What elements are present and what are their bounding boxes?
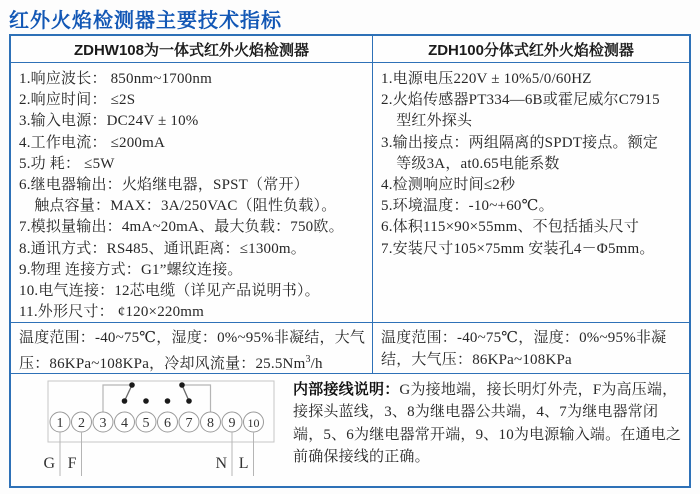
spec-line: 型红外探头	[381, 113, 473, 130]
wiring-note-text: G为接地端，接长明灯外壳，F为高压端，接探头蓝线，3、8为继电器公共端，4、7为继电器常闭端，5、6为继电器常开端，9、10为电源输入端。在通电之前确保接线的正确。	[293, 382, 682, 466]
terminal-diagram	[41, 376, 287, 488]
header-zdhw108: ZDHW108为一体式红外火焰检测器	[11, 36, 373, 62]
spec-line: 5.环境温度：-10~+60℃。	[381, 198, 554, 215]
spec-cell-zdh100	[373, 63, 689, 322]
env-text-left: 温度范围：-40~75℃，湿度：0%~95%非凝结，大气压：86KPa~108KPa，冷却风流量：25.5Nm$^3$/h	[19, 330, 366, 372]
spec-line: 6.体积115×90×55mm、不包括插头尺寸	[381, 219, 640, 236]
svg-text:10: 10	[247, 416, 260, 430]
spec-line: 2.响应时间： ≤2S	[19, 92, 136, 109]
terminal-diagram-svg	[41, 376, 287, 488]
spec-line: 9.物理 连接方式：G1”螺纹连接。	[19, 261, 243, 278]
spec-line: 3.输入电源：DC24V ± 10%	[19, 113, 199, 130]
terminal-label: F	[67, 455, 77, 472]
terminal-label: L	[238, 455, 249, 472]
spec-line: 3.输出接点：两组隔离的SPDT接点。额定	[381, 134, 659, 151]
header-zdh100: ZDH100分体式红外火焰检测器	[428, 41, 634, 59]
svg-text:2: 2	[78, 416, 85, 431]
wiring-note	[293, 379, 687, 469]
env-cell-right	[373, 323, 689, 373]
table-header-row	[11, 36, 689, 63]
spec-line: 11.外形尺寸： ¢120×220mm	[19, 304, 205, 321]
wiring-note-label: 内部接线说明：	[293, 381, 400, 398]
page-title: 红外火焰检测器主要技术指标	[9, 10, 282, 32]
spec-line: 等级3A，at0.65电能系数	[381, 155, 560, 172]
spec-line: 8.通讯方式：RS485、通讯距离：≤1300m。	[19, 240, 306, 257]
spec-line: 4.工作电流： ≤200mA	[19, 134, 166, 151]
spec-line: 1.电源电压220V ± 10%5/0/60HZ	[381, 71, 592, 87]
svg-text:1: 1	[56, 416, 64, 431]
terminal-label: G	[43, 455, 55, 472]
svg-text:7: 7	[185, 416, 193, 431]
env-cell-left	[11, 323, 373, 373]
spec-line: 触点容量：MAX：3A/250VAC（阻性负载）。	[19, 198, 337, 215]
spec-cell-zdhw108	[11, 63, 373, 322]
spec-line: 2.火焰传感器PT334—6B或霍尼威尔C7915	[381, 92, 660, 109]
spec-line: 5.功 耗： ≤5W	[19, 155, 115, 172]
svg-text:5: 5	[142, 416, 150, 431]
spec-line: 4.检测响应时间≤2秒	[381, 177, 516, 194]
environment-row	[11, 323, 689, 374]
terminal-label: N	[215, 455, 227, 472]
spec-table	[9, 34, 691, 488]
svg-text:8: 8	[207, 416, 214, 431]
specs-row	[11, 63, 689, 323]
spec-line: 7.模拟量输出：4mA~20mA、最大负载：750欧。	[19, 219, 344, 236]
svg-text:6: 6	[164, 416, 171, 431]
spec-line: 6.继电器输出：火焰继电器，SPST（常开）	[19, 177, 309, 194]
svg-text:3: 3	[99, 416, 107, 431]
env-text-right: 温度范围：-40~75℃，湿度：0%~95%非凝结，大气压：86KPa~108KPa	[381, 330, 667, 368]
svg-text:4: 4	[121, 416, 128, 431]
spec-line: 10.电气连接：12芯电缆（详见产品说明书）。	[19, 283, 320, 300]
wiring-row	[11, 374, 689, 486]
spec-line: 1.响应波长： 850nm~1700nm	[19, 71, 212, 87]
svg-text:9: 9	[228, 416, 236, 431]
spec-line: 7.安装尺寸105×75mm 安装孔4－Φ5mm。	[381, 240, 655, 257]
